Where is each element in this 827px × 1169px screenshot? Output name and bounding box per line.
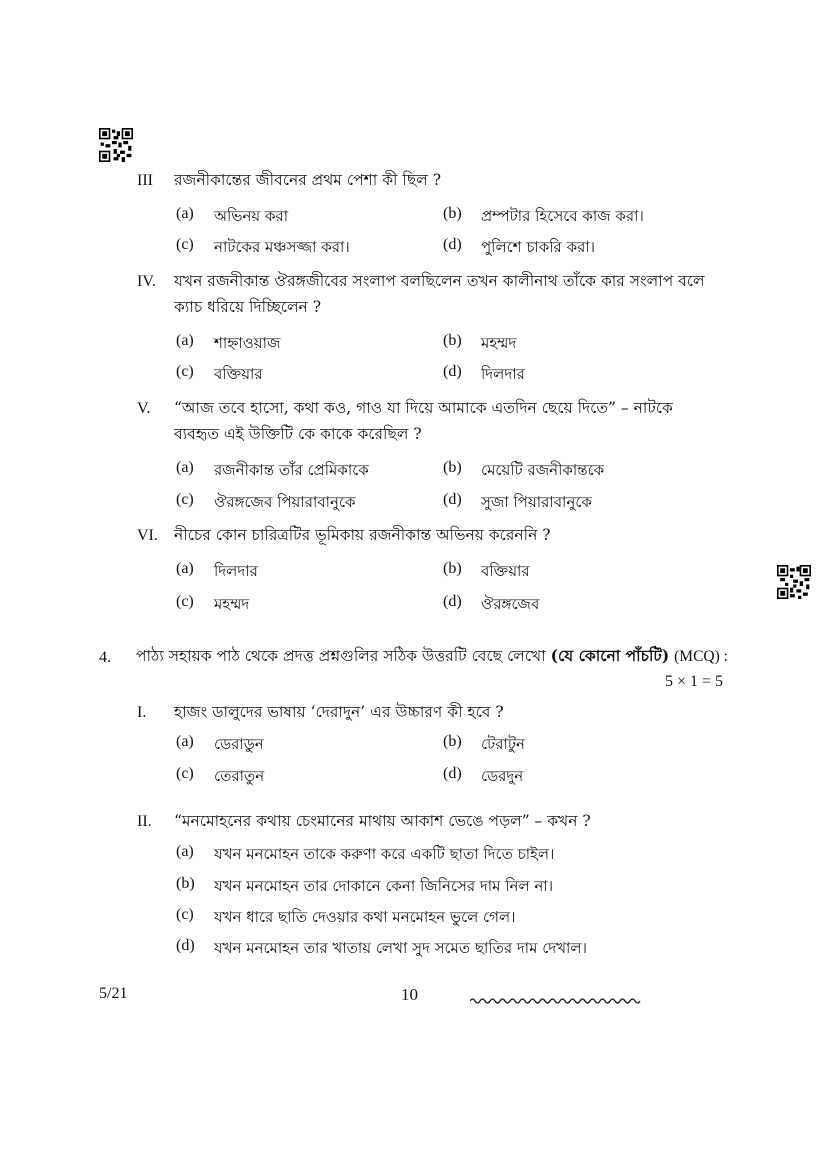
question-number: VI. (137, 527, 158, 544)
qr-code-right-margin (777, 565, 811, 599)
section-number: 4. (99, 649, 111, 666)
wavy-line-decoration (470, 991, 642, 1001)
question-text-line1: “আজ তবে হাসো, কথা কও, গাও যা দিয়ে আমাকে এতদিন ছেয়ে দিতে” – নাটকে (174, 399, 673, 417)
section-marks: 5 × 1 = 5 (665, 673, 724, 690)
question-number: II. (137, 813, 152, 830)
page-number: 10 (401, 985, 418, 1004)
section-instruction: পাঠ্য সহায়ক পাঠ থেকে প্রদত্ত প্রশ্নগুলির সঠিক উত্তরটি বেছে লেখো (যে কোনো পাঁচটি) (MCQ) : (136, 646, 728, 665)
question-number: IV. (137, 273, 156, 290)
question-text: হাজং ডালুদের ভাষায় ‘দেরাদুন’ এর উচ্চারণ কী হবে ? (174, 703, 504, 721)
question-number: III (137, 172, 153, 189)
question-text: “মনমোহনের কথায় চেংমানের মাথায় আকাশ ভেঙে পড়ল” – কখন ? (174, 812, 591, 830)
qr-code-icon (777, 565, 811, 599)
question-text-line2: ক্যাচ ধরিয়ে দিচ্ছিলেন ? (174, 298, 322, 316)
section-instruction-bold: (যে কোনো পাঁচটি) (550, 646, 670, 665)
wavy-line-icon (470, 996, 642, 1006)
qr-code-top-left (99, 128, 133, 162)
question-number: V. (137, 400, 151, 417)
question-text-line2: ব্যবহৃত এই উক্তিটি কে কাকে করেছিল ? (174, 425, 422, 443)
question-text: রজনীকান্তের জীবনের প্রথম পেশা কী ছিল ? (174, 171, 442, 189)
question-text: নীচের কোন চারিত্রটির ভূমিকায় রজনীকান্ত অভিনয় করেননি ? (174, 526, 551, 544)
qr-code-icon (99, 128, 133, 162)
question-number: I. (137, 704, 147, 721)
question-text-line1: যখন রজনীকান্ত ঔরঙ্গজীবের সংলাপ বলছিলেন তখন কালীনাথ তাঁকে কার সংলাপ বলে (174, 272, 705, 290)
paper-code: 5/21 (99, 985, 128, 1002)
